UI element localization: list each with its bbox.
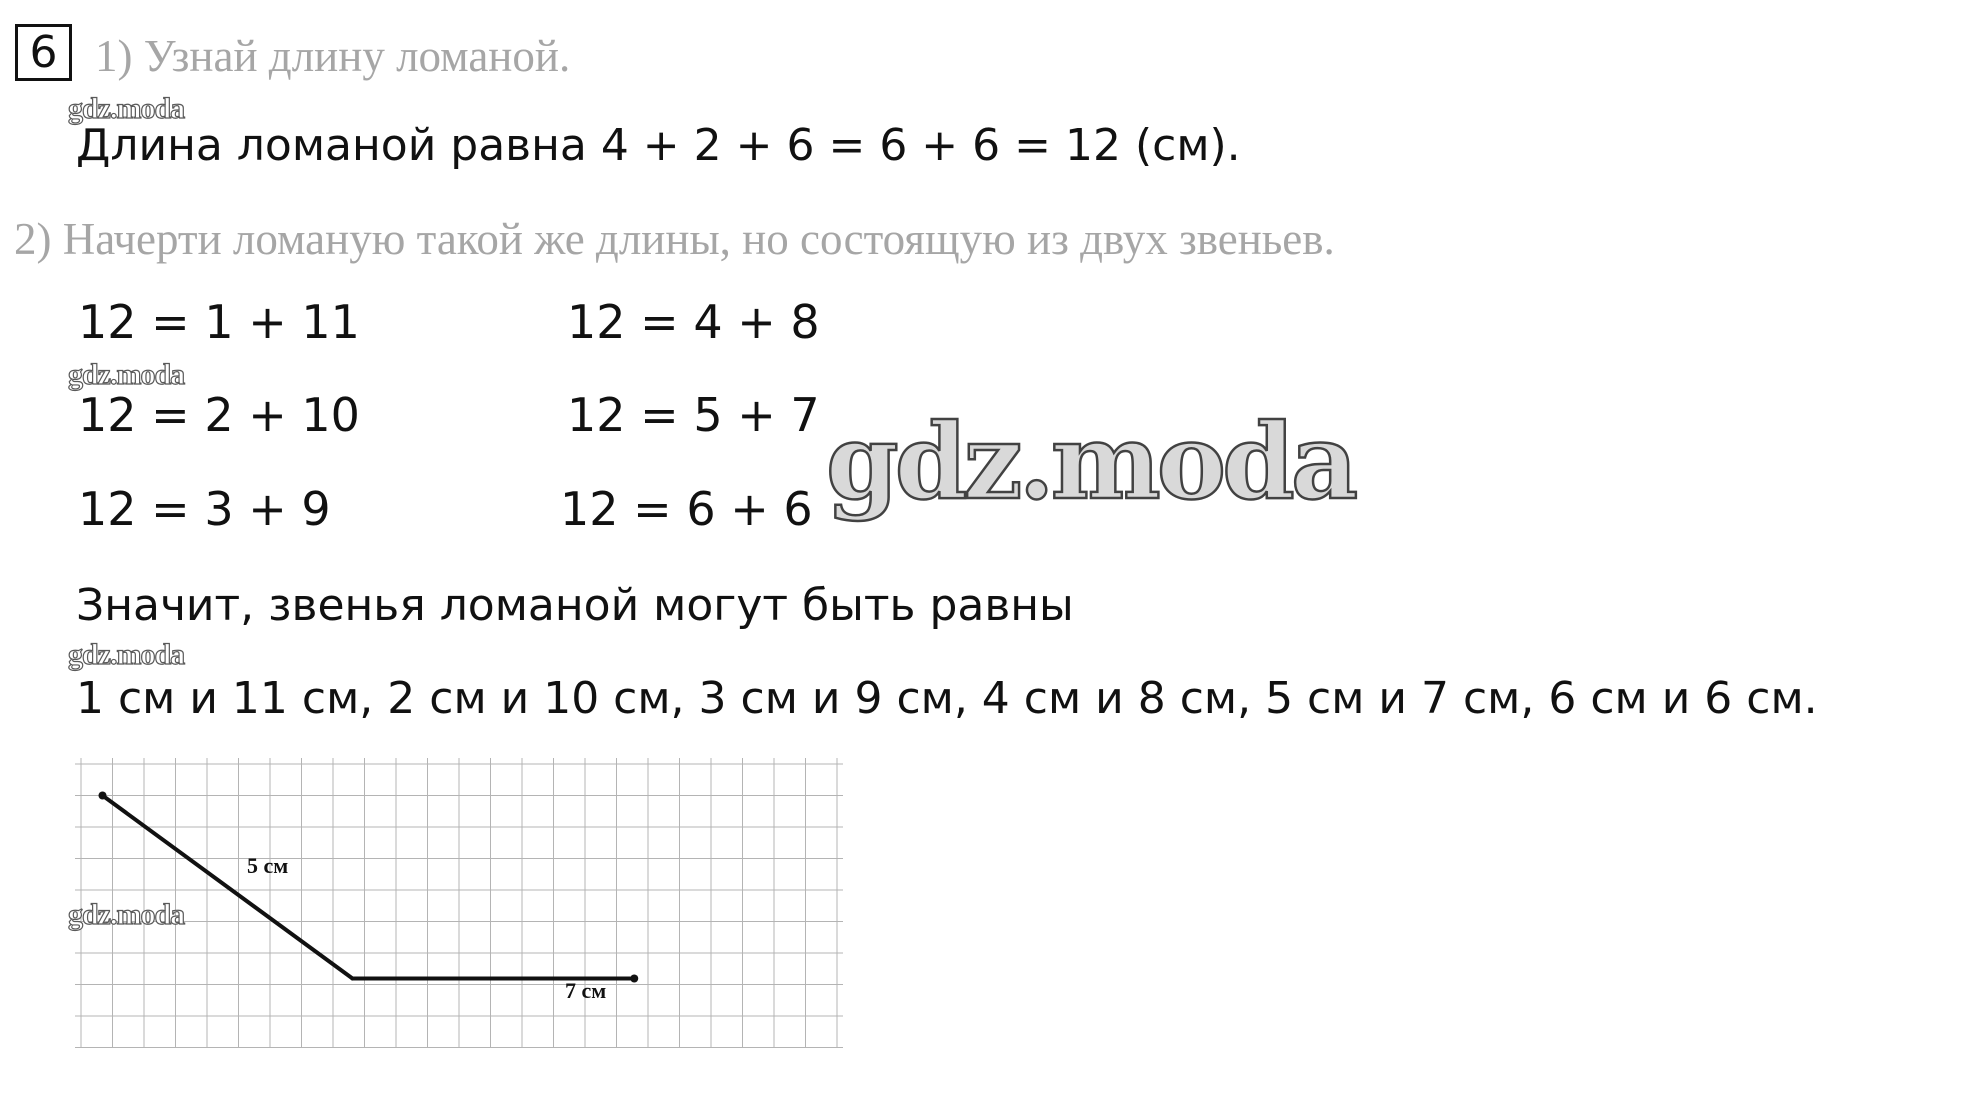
equation-5-7: 12 = 5 + 7 [567, 388, 820, 442]
equation-6-6: 12 = 6 + 6 [560, 482, 813, 536]
watermark-small: gdz.moda [68, 358, 185, 391]
polyline-start-point [99, 792, 107, 800]
watermark-small: gdz.moda [68, 638, 185, 671]
task-number-box: 6 [15, 24, 72, 81]
equation-1-11: 12 = 1 + 11 [78, 295, 360, 349]
segment-1-label: 5 см [247, 853, 289, 878]
watermark-small: gdz.moda [68, 92, 185, 125]
equation-3-9: 12 = 3 + 9 [78, 482, 331, 536]
grid-drawing [75, 758, 853, 1048]
grid-lines [75, 758, 843, 1048]
task-1-text: 1) Узнай длину ломаной. [95, 31, 571, 81]
polyline-end-point [630, 975, 638, 983]
watermark-large: gdz.moda [826, 400, 1355, 523]
task-2-text: 2) Начерти ломаную такой же длины, но состоящую из двух звеньев. [14, 214, 1335, 264]
polyline-segment-1 [103, 796, 353, 979]
conclusion-text: Значит, звенья ломаной могут быть равны [76, 580, 1074, 631]
segment-2-label: 7 см [565, 978, 607, 1003]
options-text: 1 см и 11 см, 2 см и 10 см, 3 см и 9 см, 4 см и 8 см, 5 см и 7 см, 6 см и 6 см. [76, 673, 1818, 724]
equation-2-10: 12 = 2 + 10 [78, 388, 360, 442]
equation-4-8: 12 = 4 + 8 [567, 295, 820, 349]
length-solution-line: Длина ломаной равна 4 + 2 + 6 = 6 + 6 = 12 (см). [76, 120, 1241, 171]
watermark-small: gdz.moda [68, 898, 185, 931]
